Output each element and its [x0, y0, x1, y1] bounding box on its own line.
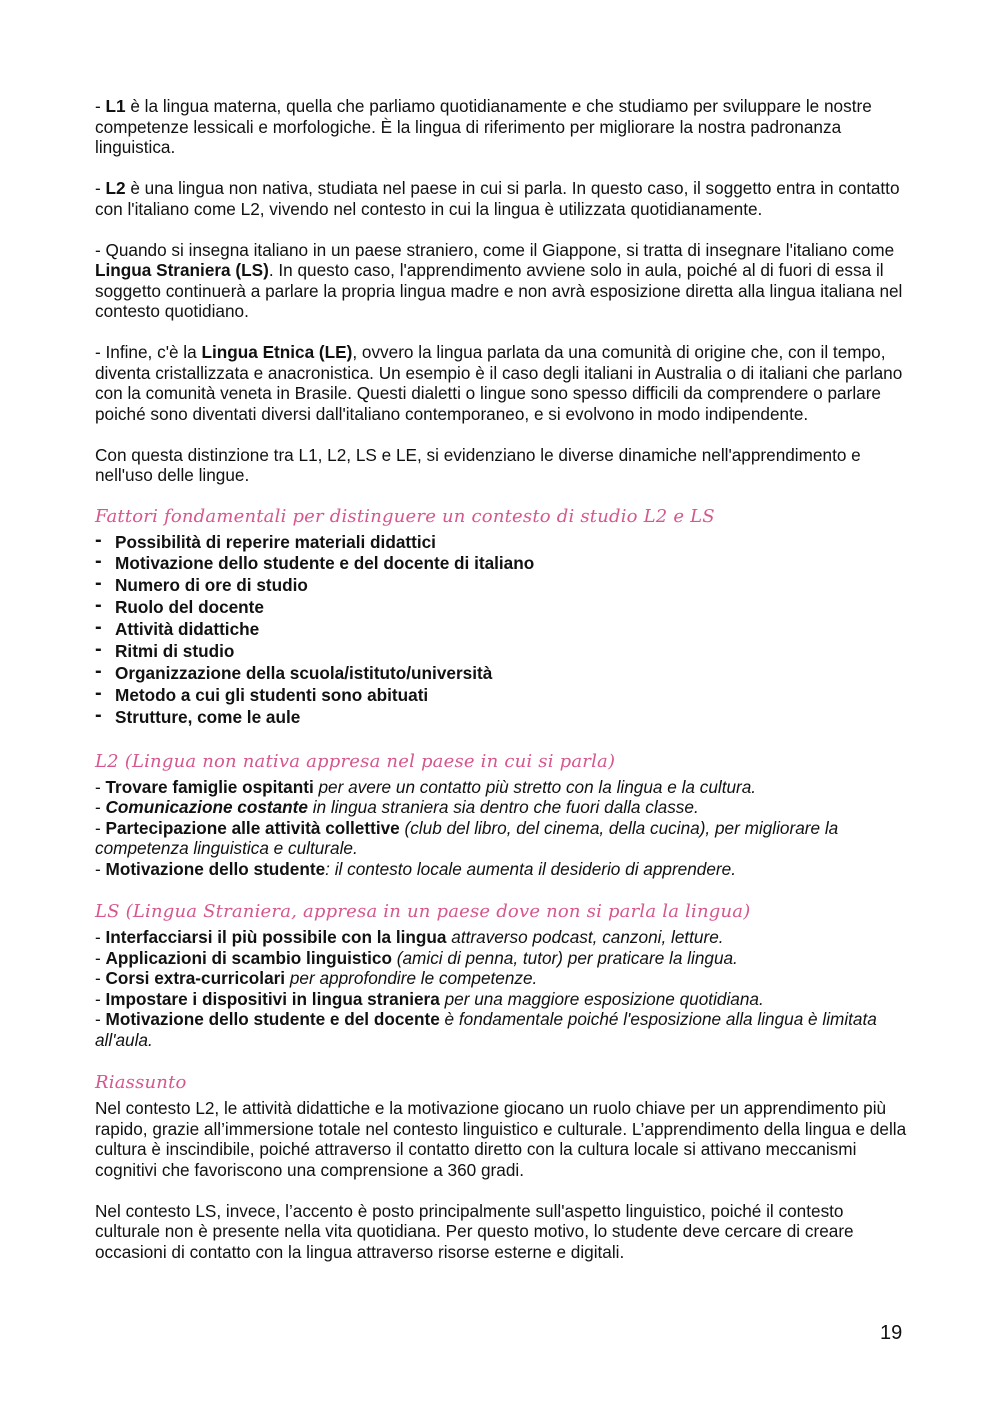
document-page: [95, 96, 907, 1262]
strategy-detail: per una maggiore esposizione quotidiana.: [439, 988, 764, 1009]
list-item-text: Possibilità di reperire materiali didattici: [115, 531, 436, 552]
strategy-detail: per approfondire le competenze.: [285, 968, 538, 989]
l2-strategies: [95, 777, 907, 880]
strategy-detail: attraverso podcast, canzoni, letture.: [446, 927, 724, 948]
paragraph-prefix: -: [95, 96, 106, 116]
paragraph-conclusion: [95, 445, 907, 486]
dash-bullet: -: [95, 703, 102, 726]
list-item: - Partecipazione alle attività collettive (club del libro, del cinema, della cucina), per migliorare la competenza linguistica e culturale.: [95, 817, 839, 859]
section-heading-factors: Fattori fondamentali per distinguere un contesto di studio L2 e LS: [95, 505, 715, 527]
strategy-title: Interfacciarsi il più possibile con la lingua: [105, 927, 447, 948]
strategy-title: Applicazioni di scambio linguistico: [105, 947, 392, 968]
list-item: - Motivazione dello studente e del docente è fondamentale poiché l'esposizione alla lingua è limitata all'aula.: [95, 1009, 877, 1050]
list-item: [95, 594, 907, 619]
strategy-detail: : il contesto locale aumenta il desiderio di apprendere.: [325, 858, 736, 879]
strategy-detail: (club del libro, del cinema, della cucina), per migliorare la competenza linguistica e culturale.: [95, 817, 839, 859]
strategy-detail: è fondamentale poiché l'esposizione alla lingua è limitata all'aula.: [95, 1009, 877, 1050]
strategy-title: Trovare famiglie ospitanti: [105, 776, 314, 797]
paragraph-prefix: - Quando si insegna italiano in un paese straniero, come il Giappone, si tratta di insegnare l'italiano come: [95, 239, 895, 260]
list-item: - Corsi extra-curricolari per approfondire le competenze.: [95, 968, 538, 989]
dash-bullet: -: [95, 572, 102, 595]
list-item: [95, 550, 907, 575]
list-item: [95, 528, 907, 554]
paragraph-text: Con questa distinzione tra L1, L2, LS e LE, si evidenziano le diverse dinamiche nell'apprendimento e nell'uso delle lingue.: [95, 444, 861, 485]
dash-bullet: -: [95, 659, 102, 682]
paragraph-ls: [95, 240, 907, 322]
list-item: [95, 572, 907, 597]
list-item-text: Organizzazione della scuola/istituto/università: [115, 662, 493, 683]
list-item-text: Motivazione dello studente e del docente di italiano: [115, 553, 535, 574]
list-item-text: Ruolo del docente: [115, 597, 264, 618]
strategy-title: Comunicazione costante: [105, 797, 308, 818]
list-item-text: Ritmi di studio: [115, 641, 235, 662]
strategy-detail: in lingua straniera sia dentro che fuori dalla classe.: [307, 797, 699, 818]
paragraph-prefix: - Infine, c'è la: [95, 342, 202, 362]
list-item: [95, 681, 907, 707]
paragraph-prefix: -: [95, 178, 106, 198]
strategy-title: Motivazione dello studente e del docente: [105, 1009, 440, 1030]
paragraph-text: è una lingua non nativa, studiata nel paese in cui si parla. In questo caso, il soggetto entra in contatto con l'italiano come L2, vivendo nel contesto in cui la lingua è utilizzata quotidianamente.: [95, 178, 900, 219]
list-item: [95, 638, 907, 663]
paragraph-text: . In questo caso, l'apprendimento avviene solo in aula, poiché al di fuori di essa il soggetto continuerà a parlare la propria lingua madre e non avrà esposizione diretta alla lingua italiana nel contesto quotidiano.: [95, 260, 903, 321]
paragraph-text: è la lingua materna, quella che parliamo quotidianamente e che studiamo per sviluppare le nostre competenze lessicali e morfologiche. È la lingua di riferimento per migliorare la nostra padronanza linguistica.: [95, 96, 872, 157]
list-item-text: Numero di ore di studio: [115, 575, 308, 596]
strategy-title: Motivazione dello studente: [105, 858, 326, 879]
list-item: - Interfacciarsi il più possibile con la lingua attraverso podcast, canzoni, letture.: [95, 927, 724, 948]
strategy-title: Impostare i dispositivi in lingua straniera: [105, 988, 440, 1009]
paragraph-text: , ovvero la lingua parlata da una comunità di origine che, con il tempo, diventa cristallizzata e anacronistica. Un esempio è il caso degli italiani in Australia o di italiani che parlano con la comunità veneta in Brasile. Questi dialetti o lingue sono spesso difficili da comprendere o parlare poiché sono diventati diversi dall'italiano contemporaneo, e si evolvono in modo indipendente.: [95, 342, 903, 424]
strategy-detail: per avere un contatto più stretto con la lingua e la cultura.: [313, 776, 757, 797]
strategy-title: Partecipazione alle attività collettive: [105, 817, 400, 838]
term-ls: Lingua Straniera (LS): [95, 260, 269, 280]
dash-bullet: -: [95, 681, 102, 704]
summary-paragraph-l2: Nel contesto L2, le attività didattiche e la motivazione giocano un ruolo chiave per un apprendimento più rapido, grazie all’immersione totale nel contesto linguistico e culturale. L’apprendimento della lingua e della cultura è inscindibile, poiché attraverso il contatto diretto con la cultura locale si attivano meccanismi cognitivi che favoriscono una comprensione a 360 gradi.: [95, 1098, 907, 1180]
term-l2: L2: [105, 178, 126, 198]
dash-bullet: -: [95, 550, 102, 573]
dash-bullet: -: [95, 528, 102, 551]
factors-list: [95, 528, 907, 729]
paragraph-l2: [95, 178, 907, 219]
summary-paragraph-ls: Nel contesto LS, invece, l’accento è posto principalmente sull'aspetto linguistico, poiché il contesto culturale non è presente nella vita quotidiana. Per questo motivo, lo studente deve cercare di creare occasioni di contatto con la lingua attraverso risorse esterne e digitali.: [95, 1200, 854, 1262]
paragraph-l1: [95, 96, 907, 158]
list-item: [95, 616, 907, 641]
list-item-text: Attività didattiche: [115, 619, 260, 640]
list-item: [95, 659, 907, 685]
list-item-text: Strutture, come le aule: [115, 706, 301, 727]
list-item: - Trovare famiglie ospitanti per avere un contatto più stretto con la lingua e la cultura.: [95, 776, 757, 797]
paragraph-le: [95, 342, 907, 424]
list-item: - Impostare i dispositivi in lingua straniera per una maggiore esposizione quotidiana.: [95, 988, 764, 1009]
term-le: Lingua Etnica (LE): [201, 342, 353, 362]
list-item: - Applicazioni di scambio linguistico (amici di penna, tutor) per praticare la lingua.: [95, 947, 738, 968]
dash-bullet: -: [95, 616, 102, 639]
term-l1: L1: [105, 96, 126, 116]
section-heading-summary: Riassunto: [95, 1072, 187, 1094]
list-item: - Motivazione dello studente: il contesto locale aumenta il desiderio di apprendere.: [95, 858, 736, 879]
ls-strategies: [95, 927, 907, 1050]
section-heading-ls: LS (Lingua Straniera, appresa in un paese dove non si parla la lingua): [95, 901, 751, 923]
list-item-text: Metodo a cui gli studenti sono abituati: [115, 684, 429, 705]
dash-bullet: -: [95, 594, 102, 617]
list-item: - Comunicazione costante in lingua straniera sia dentro che fuori dalla classe.: [95, 797, 699, 818]
page-number: 19: [880, 1322, 903, 1344]
strategy-title: Corsi extra-curricolari: [105, 968, 286, 989]
list-item: [95, 703, 907, 729]
dash-bullet: -: [95, 638, 102, 661]
strategy-detail: (amici di penna, tutor) per praticare la lingua.: [392, 947, 738, 968]
section-heading-l2: L2 (Lingua non nativa appresa nel paese in cui si parla): [95, 750, 616, 772]
